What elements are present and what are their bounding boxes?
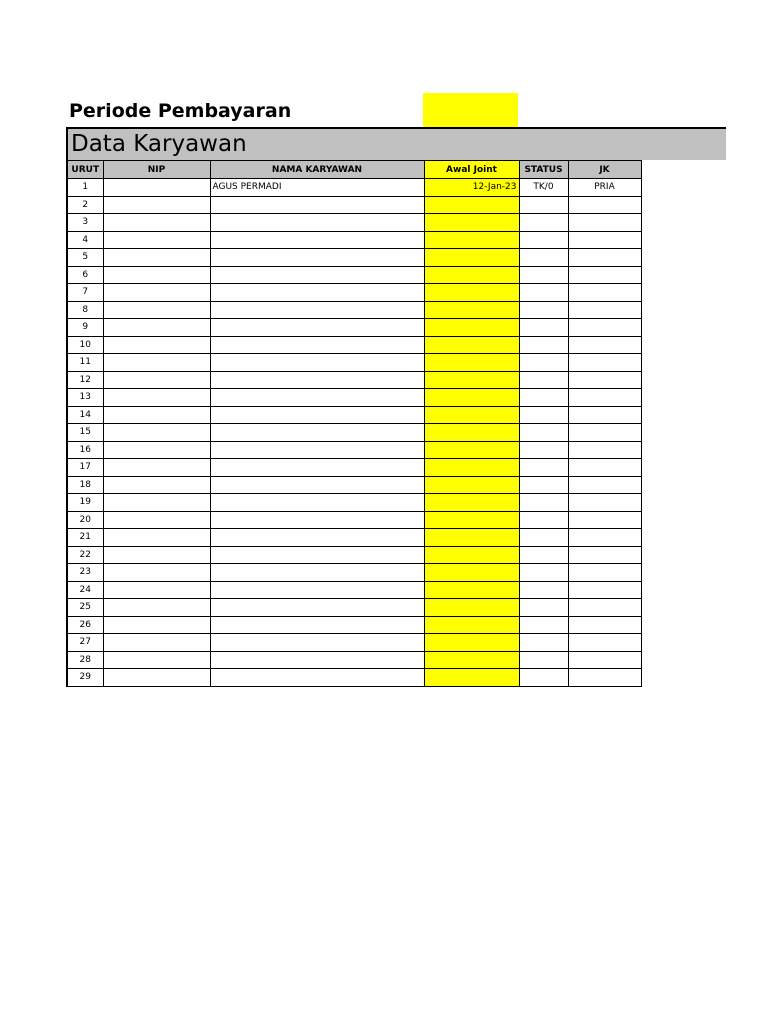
table-row <box>67 301 641 319</box>
cell-status[interactable] <box>519 581 568 599</box>
cell-jk[interactable] <box>568 319 641 337</box>
cell-urut[interactable]: 14 <box>67 406 103 424</box>
cell-jk[interactable] <box>568 669 641 687</box>
table-row <box>67 371 641 389</box>
cell-nip[interactable] <box>103 231 210 249</box>
table-row <box>67 651 641 669</box>
cell-status[interactable] <box>519 406 568 424</box>
cell-jk[interactable] <box>568 406 641 424</box>
cell-jk[interactable] <box>568 214 641 232</box>
table-row <box>67 354 641 372</box>
cell-nama-karyawan[interactable] <box>210 389 424 407</box>
cell-urut[interactable]: 27 <box>67 634 103 652</box>
cell-jk[interactable] <box>568 424 641 442</box>
cell-nama-karyawan[interactable] <box>210 301 424 319</box>
cell-awal-joint[interactable] <box>424 371 519 389</box>
cell-awal-joint[interactable] <box>424 459 519 477</box>
cell-status[interactable] <box>519 669 568 687</box>
table-row <box>67 529 641 547</box>
cell-nip[interactable] <box>103 564 210 582</box>
cell-urut[interactable]: 17 <box>67 459 103 477</box>
cell-urut[interactable]: 10 <box>67 336 103 354</box>
cell-urut[interactable]: 13 <box>67 389 103 407</box>
table-row <box>67 196 641 214</box>
column-header-status[interactable]: STATUS <box>519 161 568 179</box>
periode-pembayaran-label: Periode Pembayaran <box>69 100 292 122</box>
cell-nip[interactable] <box>103 599 210 617</box>
cell-jk[interactable] <box>568 284 641 302</box>
cell-nip[interactable] <box>103 179 210 197</box>
cell-awal-joint[interactable] <box>424 599 519 617</box>
cell-status[interactable] <box>519 389 568 407</box>
table-row <box>67 179 641 197</box>
cell-awal-joint[interactable] <box>424 301 519 319</box>
cell-status[interactable] <box>519 616 568 634</box>
column-header-awal-joint[interactable]: Awal Joint <box>424 161 519 179</box>
cell-status[interactable] <box>519 599 568 617</box>
cell-awal-joint[interactable] <box>424 249 519 267</box>
cell-jk[interactable] <box>568 564 641 582</box>
cell-status[interactable] <box>519 249 568 267</box>
cell-nama-karyawan[interactable] <box>210 406 424 424</box>
cell-nip[interactable] <box>103 406 210 424</box>
cell-nama-karyawan[interactable] <box>210 581 424 599</box>
cell-awal-joint[interactable] <box>424 196 519 214</box>
table-row <box>67 634 641 652</box>
cell-awal-joint[interactable] <box>424 336 519 354</box>
cell-nip[interactable] <box>103 214 210 232</box>
data-karyawan-title-bar <box>66 127 726 160</box>
cell-jk[interactable] <box>568 371 641 389</box>
table-row <box>67 319 641 337</box>
cell-nip[interactable] <box>103 196 210 214</box>
column-header-jk[interactable]: JK <box>568 161 641 179</box>
cell-urut[interactable]: 18 <box>67 476 103 494</box>
cell-status[interactable] <box>519 494 568 512</box>
cell-jk[interactable] <box>568 616 641 634</box>
cell-awal-joint[interactable] <box>424 581 519 599</box>
table-row <box>67 669 641 687</box>
cell-awal-joint[interactable] <box>424 424 519 442</box>
cell-nama-karyawan[interactable] <box>210 459 424 477</box>
table-row <box>67 406 641 424</box>
table-row <box>67 459 641 477</box>
cell-jk[interactable] <box>568 494 641 512</box>
cell-nip[interactable] <box>103 371 210 389</box>
employee-table <box>66 160 642 687</box>
cell-nama-karyawan[interactable] <box>210 564 424 582</box>
cell-urut[interactable]: 7 <box>67 284 103 302</box>
cell-urut[interactable]: 15 <box>67 424 103 442</box>
cell-jk[interactable] <box>568 634 641 652</box>
cell-nip[interactable] <box>103 616 210 634</box>
cell-awal-joint[interactable] <box>424 651 519 669</box>
table-row <box>67 284 641 302</box>
cell-nip[interactable] <box>103 529 210 547</box>
cell-nama-karyawan[interactable] <box>210 616 424 634</box>
cell-awal-joint[interactable] <box>424 634 519 652</box>
cell-jk[interactable] <box>568 389 641 407</box>
cell-urut[interactable]: 28 <box>67 651 103 669</box>
cell-status[interactable] <box>519 634 568 652</box>
cell-status[interactable] <box>519 354 568 372</box>
cell-awal-joint[interactable] <box>424 231 519 249</box>
table-row <box>67 494 641 512</box>
cell-urut[interactable]: 6 <box>67 266 103 284</box>
cell-urut[interactable]: 3 <box>67 214 103 232</box>
cell-nama-karyawan[interactable] <box>210 546 424 564</box>
data-karyawan-title: Data Karyawan <box>71 131 247 157</box>
cell-jk[interactable] <box>568 511 641 529</box>
column-header-nama-karyawan[interactable]: NAMA KARYAWAN <box>210 161 424 179</box>
cell-jk[interactable] <box>568 231 641 249</box>
cell-urut[interactable]: 21 <box>67 529 103 547</box>
cell-status[interactable] <box>519 284 568 302</box>
cell-status[interactable] <box>519 424 568 442</box>
cell-awal-joint[interactable] <box>424 406 519 424</box>
cell-nama-karyawan[interactable] <box>210 424 424 442</box>
cell-jk[interactable] <box>568 459 641 477</box>
cell-jk[interactable] <box>568 441 641 459</box>
cell-jk[interactable] <box>568 301 641 319</box>
cell-status[interactable] <box>519 651 568 669</box>
cell-urut[interactable]: 8 <box>67 301 103 319</box>
cell-status[interactable] <box>519 301 568 319</box>
cell-jk[interactable] <box>568 354 641 372</box>
cell-nama-karyawan[interactable] <box>210 249 424 267</box>
cell-jk[interactable] <box>568 476 641 494</box>
cell-nama-karyawan[interactable] <box>210 371 424 389</box>
cell-awal-joint[interactable] <box>424 529 519 547</box>
table-row <box>67 546 641 564</box>
cell-nip[interactable] <box>103 389 210 407</box>
cell-nama-karyawan[interactable] <box>210 511 424 529</box>
cell-nip[interactable] <box>103 494 210 512</box>
cell-jk[interactable] <box>568 266 641 284</box>
cell-nama-karyawan[interactable] <box>210 266 424 284</box>
table-header-row <box>67 161 641 179</box>
column-header-urut[interactable]: URUT <box>67 161 103 179</box>
table-row <box>67 266 641 284</box>
cell-nama-karyawan[interactable]: AGUS PERMADI <box>210 179 424 197</box>
table-row <box>67 336 641 354</box>
cell-nama-karyawan[interactable] <box>210 214 424 232</box>
cell-nama-karyawan[interactable] <box>210 651 424 669</box>
cell-status[interactable] <box>519 459 568 477</box>
cell-awal-joint[interactable] <box>424 266 519 284</box>
cell-urut[interactable]: 11 <box>67 354 103 372</box>
cell-urut[interactable]: 22 <box>67 546 103 564</box>
cell-status[interactable] <box>519 266 568 284</box>
cell-urut[interactable]: 9 <box>67 319 103 337</box>
cell-jk[interactable] <box>568 196 641 214</box>
cell-nama-karyawan[interactable] <box>210 494 424 512</box>
cell-nama-karyawan[interactable] <box>210 319 424 337</box>
cell-nip[interactable] <box>103 441 210 459</box>
cell-status[interactable] <box>519 511 568 529</box>
cell-nama-karyawan[interactable] <box>210 284 424 302</box>
cell-nip[interactable] <box>103 476 210 494</box>
cell-awal-joint[interactable] <box>424 319 519 337</box>
cell-nip[interactable] <box>103 284 210 302</box>
table-row <box>67 389 641 407</box>
cell-nama-karyawan[interactable] <box>210 529 424 547</box>
cell-awal-joint[interactable] <box>424 354 519 372</box>
cell-status[interactable] <box>519 196 568 214</box>
cell-urut[interactable]: 2 <box>67 196 103 214</box>
cell-status[interactable] <box>519 441 568 459</box>
table-row <box>67 249 641 267</box>
cell-status[interactable]: TK/0 <box>519 179 568 197</box>
cell-status[interactable] <box>519 319 568 337</box>
cell-urut[interactable]: 4 <box>67 231 103 249</box>
cell-nip[interactable] <box>103 511 210 529</box>
cell-nip[interactable] <box>103 651 210 669</box>
cell-status[interactable] <box>519 476 568 494</box>
cell-urut[interactable]: 25 <box>67 599 103 617</box>
table-row <box>67 441 641 459</box>
cell-status[interactable] <box>519 564 568 582</box>
cell-jk[interactable] <box>568 546 641 564</box>
cell-urut[interactable]: 1 <box>67 179 103 197</box>
cell-urut[interactable]: 20 <box>67 511 103 529</box>
cell-awal-joint[interactable] <box>424 441 519 459</box>
cell-nip[interactable] <box>103 266 210 284</box>
cell-urut[interactable]: 24 <box>67 581 103 599</box>
cell-jk[interactable] <box>568 599 641 617</box>
cell-jk[interactable] <box>568 529 641 547</box>
cell-awal-joint[interactable] <box>424 214 519 232</box>
cell-awal-joint[interactable] <box>424 669 519 687</box>
cell-urut[interactable]: 29 <box>67 669 103 687</box>
cell-awal-joint[interactable] <box>424 389 519 407</box>
table-row <box>67 214 641 232</box>
cell-status[interactable] <box>519 546 568 564</box>
cell-nip[interactable] <box>103 634 210 652</box>
cell-urut[interactable]: 19 <box>67 494 103 512</box>
cell-nama-karyawan[interactable] <box>210 354 424 372</box>
table-row <box>67 231 641 249</box>
cell-urut[interactable]: 23 <box>67 564 103 582</box>
cell-awal-joint[interactable] <box>424 546 519 564</box>
cell-urut[interactable]: 12 <box>67 371 103 389</box>
cell-nip[interactable] <box>103 336 210 354</box>
cell-awal-joint[interactable] <box>424 476 519 494</box>
cell-nama-karyawan[interactable] <box>210 476 424 494</box>
table-row <box>67 564 641 582</box>
cell-awal-joint[interactable]: 12-Jan-23 <box>424 179 519 197</box>
cell-nip[interactable] <box>103 249 210 267</box>
cell-status[interactable] <box>519 214 568 232</box>
table-row <box>67 476 641 494</box>
cell-urut[interactable]: 5 <box>67 249 103 267</box>
cell-nip[interactable] <box>103 424 210 442</box>
cell-jk[interactable]: PRIA <box>568 179 641 197</box>
table-row <box>67 424 641 442</box>
cell-jk[interactable] <box>568 581 641 599</box>
cell-awal-joint[interactable] <box>424 511 519 529</box>
column-header-nip[interactable]: NIP <box>103 161 210 179</box>
cell-status[interactable] <box>519 231 568 249</box>
table-row <box>67 616 641 634</box>
cell-nip[interactable] <box>103 581 210 599</box>
table-row <box>67 581 641 599</box>
cell-nama-karyawan[interactable] <box>210 634 424 652</box>
periode-pembayaran-value-cell[interactable] <box>423 93 518 127</box>
cell-nama-karyawan[interactable] <box>210 669 424 687</box>
table-row <box>67 599 641 617</box>
cell-nama-karyawan[interactable] <box>210 231 424 249</box>
cell-nip[interactable] <box>103 301 210 319</box>
cell-nip[interactable] <box>103 319 210 337</box>
cell-nama-karyawan[interactable] <box>210 336 424 354</box>
cell-awal-joint[interactable] <box>424 494 519 512</box>
cell-awal-joint[interactable] <box>424 564 519 582</box>
cell-urut[interactable]: 16 <box>67 441 103 459</box>
cell-nama-karyawan[interactable] <box>210 599 424 617</box>
cell-jk[interactable] <box>568 249 641 267</box>
cell-nip[interactable] <box>103 459 210 477</box>
cell-status[interactable] <box>519 371 568 389</box>
cell-jk[interactable] <box>568 336 641 354</box>
cell-nip[interactable] <box>103 669 210 687</box>
cell-awal-joint[interactable] <box>424 616 519 634</box>
cell-urut[interactable]: 26 <box>67 616 103 634</box>
cell-nama-karyawan[interactable] <box>210 441 424 459</box>
cell-status[interactable] <box>519 336 568 354</box>
cell-nip[interactable] <box>103 546 210 564</box>
cell-status[interactable] <box>519 529 568 547</box>
cell-jk[interactable] <box>568 651 641 669</box>
cell-nama-karyawan[interactable] <box>210 196 424 214</box>
cell-awal-joint[interactable] <box>424 284 519 302</box>
cell-nip[interactable] <box>103 354 210 372</box>
table-row <box>67 511 641 529</box>
